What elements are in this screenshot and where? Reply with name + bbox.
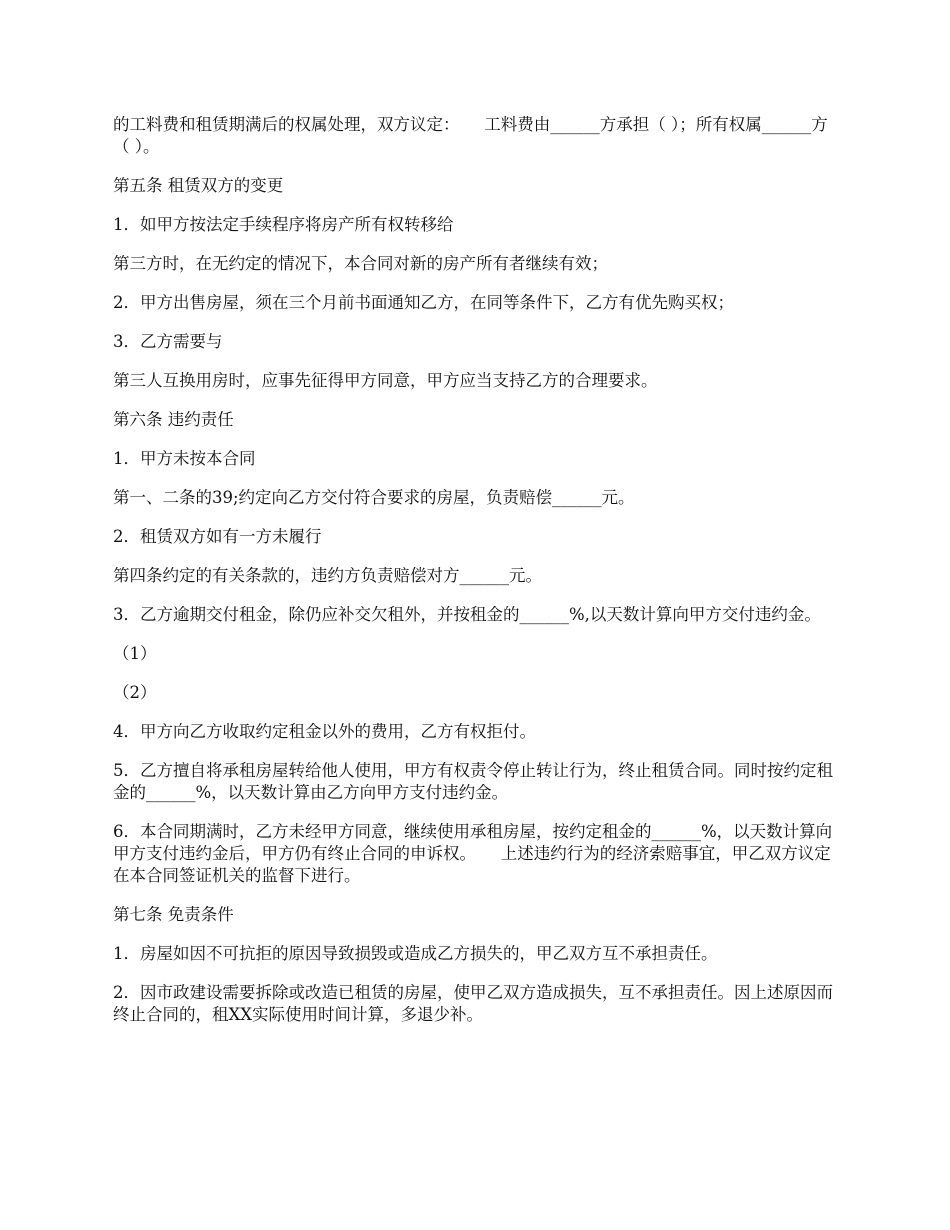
paragraph-ownership-terms: 的工料费和租赁期满后的权属处理，双方议定： 工料费由______方承担（ ）；所有权属______方（ ）。 [113, 115, 828, 156]
article-5-heading: 第五条 租赁双方的变更 [113, 176, 284, 195]
article-5-item-3-cont: 第三人互换用房时，应事先征得甲方同意，甲方应当支持乙方的合理要求。 [113, 371, 658, 390]
article-7-item-1: 1．房屋如因不可抗拒的原因导致损毁或造成乙方损失的，甲乙双方互不承担责任。 [113, 944, 718, 963]
article-6-item-4: 4．甲方向乙方收取约定租金以外的费用，乙方有权拒付。 [113, 722, 536, 741]
article-6-item-2: 2．租赁双方如有一方未履行 [113, 527, 322, 546]
article-6-item-3: 3．乙方逾期交付租金，除仍应补交欠租外，并按租金的______%,以天数计算向甲方交付违约金。 [113, 605, 821, 624]
article-5-item-2: 2．甲方出售房屋，须在三个月前书面通知乙方，在同等条件下，乙方有优先购买权； [113, 293, 734, 312]
sub-item-2: （2） [113, 683, 157, 702]
document-page [113, 114, 843, 1043]
article-6-item-1: 1．甲方未按本合同 [113, 449, 256, 468]
article-6-heading: 第六条 违约责任 [113, 410, 234, 429]
article-5-item-1-cont: 第三方时，在无约定的情况下，本合同对新的房产所有者继续有效； [113, 254, 608, 273]
article-6-item-5: 5．乙方擅自将承租房屋转给他人使用，甲方有权责令停止转让行为，终止租赁合同。同时按约定租金的______%，以天数计算由乙方向甲方支付违约金。 [113, 761, 833, 802]
article-6-item-1-cont: 第一、二条的39;约定向乙方交付符合要求的房屋，负责赔偿______元。 [113, 488, 635, 507]
article-5-item-3: 3．乙方需要与 [113, 332, 223, 351]
article-7-item-2: 2．因市政建设需要拆除或改造已租赁的房屋，使甲乙双方造成损失，互不承担责任。因上述原因而终止合同的，租XX实际使用时间计算，多退少补。 [113, 983, 833, 1024]
sub-item-1: （1） [113, 644, 157, 663]
article-5-item-1: 1．如甲方按法定手续程序将房产所有权转移给 [113, 215, 454, 234]
article-7-heading: 第七条 免责条件 [113, 905, 234, 924]
article-6-item-6: 6．本合同期满时，乙方未经甲方同意，继续使用承租房屋，按约定租金的______%，以天数计算向甲方支付违约金后，甲方仍有终止合同的申诉权。 上述违约行为的经济索赔事宜，甲乙双方议定在本合同签证机关的监督下进行。 [113, 822, 833, 885]
article-6-item-2-cont: 第四条约定的有关条款的，违约方负责赔偿对方______元。 [113, 566, 542, 585]
